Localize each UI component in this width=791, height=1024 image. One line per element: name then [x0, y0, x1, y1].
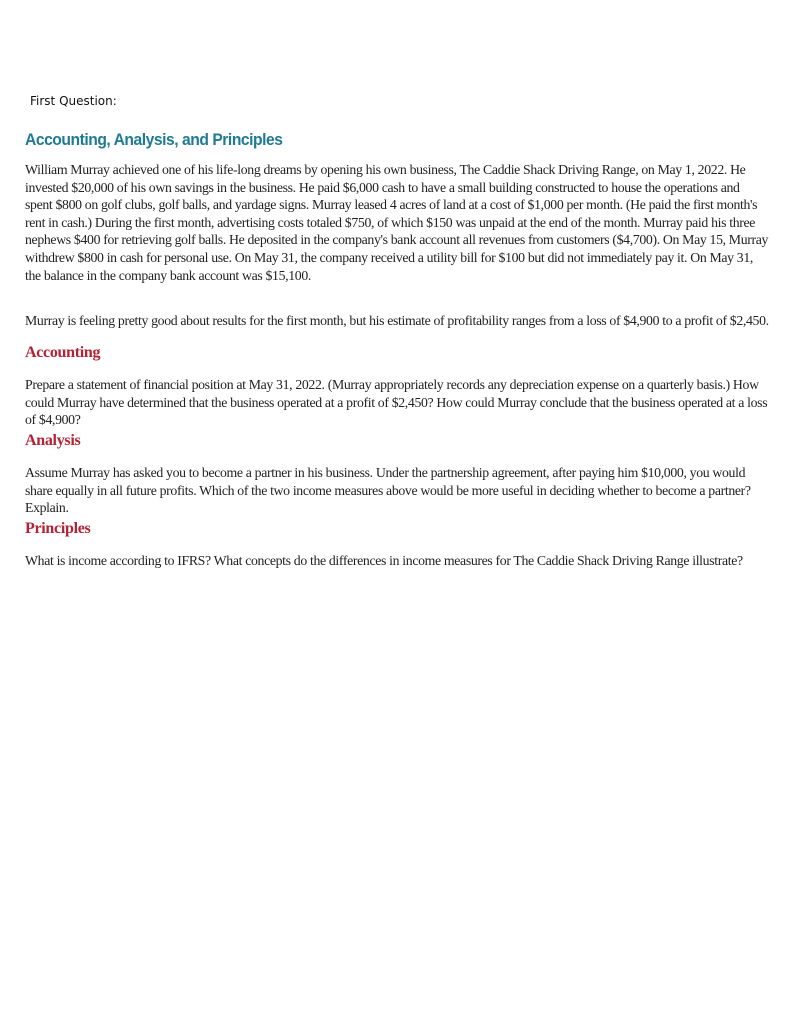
estimate-paragraph: Murray is feeling pretty good about results for the first month, but his estimate of profitability ranges from a loss of $4,900 to a profit of $2,450.	[25, 313, 769, 328]
scenario-paragraph: William Murray achieved one of his life-long dreams by opening his own business, The Caddie Shack Driving Range, on May 1, 2022. He invested $20,000 of his own savings in the business. He paid $6,000 cash to have a small building constructed to house the operations and spent $800 on golf clubs, golf balls, and yardage signs. Murray leased 4 acres of land at a cost of $1,000 per month. (He paid the first month's rent in cash.) During the first month, advertising costs totaled $750, of which $150 was unpaid at the end of the month. Murray paid his three nephews $400 for retrieving golf balls. He deposited in the company's bank account all revenues from customers ($4,700). On May 15, Murray withdrew $800 in cash for personal use. On May 31, the company received a utility bill for $100 but did not immediately pay it. On May 31, the balance in the company bank account was $15,100.	[25, 162, 769, 283]
question-label: First Question:	[30, 94, 117, 108]
analysis-paragraph: Assume Murray has asked you to become a partner in his business. Under the partnership agreement, after paying him $10,000, you would share equally in all future profits. Which of the two income measures above would be more useful in deciding whether to become a partner? Explain.	[25, 465, 751, 516]
analysis-heading: Analysis	[25, 432, 81, 449]
accounting-heading: Accounting	[25, 344, 101, 361]
principles-heading: Principles	[25, 520, 91, 537]
section-heading: Accounting, Analysis, and Principles	[25, 130, 283, 149]
accounting-paragraph: Prepare a statement of financial position at May 31, 2022. (Murray appropriately records any depreciation expense on a quarterly basis.) How could Murray have determined that the business operated at a profit of $2,450? How could Murray conclude that the business operated at a loss of $4,900?	[25, 377, 768, 428]
principles-paragraph: What is income according to IFRS? What concepts do the differences in income measures for The Caddie Shack Driving Range illustrate?	[25, 553, 743, 568]
